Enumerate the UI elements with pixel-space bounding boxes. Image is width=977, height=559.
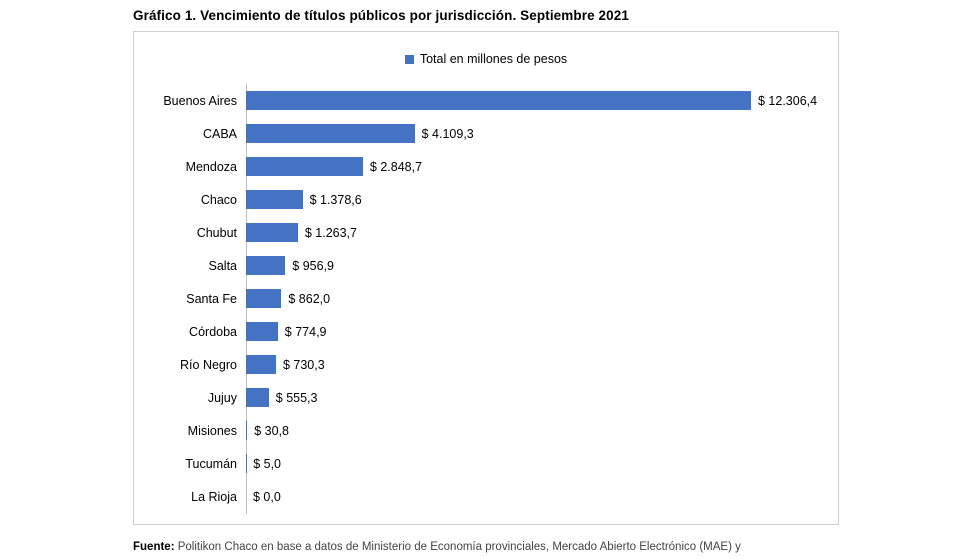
- bar-track: [246, 348, 838, 381]
- bar-value-label: $ 0,0: [253, 489, 281, 504]
- category-label: Jujuy: [207, 390, 237, 405]
- bar-track: [246, 414, 838, 447]
- chart-row: [134, 348, 838, 381]
- bar[interactable]: [246, 355, 276, 374]
- legend-swatch-icon: [405, 55, 414, 64]
- chart-row: [134, 381, 838, 414]
- bar[interactable]: [246, 190, 303, 209]
- category-label: Chaco: [200, 192, 237, 207]
- category-label: Mendoza: [185, 159, 237, 174]
- chart-row: [134, 249, 838, 282]
- bar[interactable]: [246, 322, 278, 341]
- category-label: CABA: [202, 126, 237, 141]
- category-label: Salta: [208, 258, 237, 273]
- chart-row: [134, 183, 838, 216]
- bar-value-label: $ 4.109,3: [421, 126, 474, 141]
- category-label: Chubut: [196, 225, 237, 240]
- chart-row: [134, 216, 838, 249]
- bar[interactable]: [246, 421, 247, 440]
- bar-value-label: $ 956,9: [292, 258, 334, 273]
- bar-track: [246, 249, 838, 282]
- category-label: Córdoba: [189, 324, 237, 339]
- chart-legend: [134, 52, 838, 66]
- bar[interactable]: [246, 289, 281, 308]
- source-text: Politikon Chaco en base a datos de Ministerio de Economía provinciales, Mercado Abierto Electrónico (MAE) y: [174, 541, 741, 553]
- category-label: Tucumán: [185, 456, 237, 471]
- bar-value-label: $ 1.378,6: [309, 192, 362, 207]
- bar-track: [246, 84, 838, 117]
- chart-frame: [133, 31, 839, 525]
- bar-track: [246, 150, 838, 183]
- category-label: Buenos Aires: [163, 93, 237, 108]
- bar[interactable]: [246, 388, 269, 407]
- bar-value-label: $ 730,3: [282, 357, 325, 372]
- bar-track: [246, 117, 838, 150]
- page-title: Gráfico 1. Vencimiento de títulos públicos por jurisdicción. Septiembre 2021: [133, 8, 629, 23]
- legend-label: Total en millones de pesos: [419, 52, 568, 66]
- chart-row: [134, 447, 838, 480]
- bar-value-label: $ 2.848,7: [369, 159, 423, 174]
- bar-value-label: $ 862,0: [288, 291, 331, 306]
- chart-row: [134, 117, 838, 150]
- chart-row: [134, 480, 838, 513]
- bar-track: [246, 282, 838, 315]
- bar-value-label: $ 30,8: [254, 423, 290, 438]
- bar[interactable]: [246, 157, 363, 176]
- bar-track: [246, 381, 838, 414]
- bar[interactable]: [246, 91, 751, 110]
- chart-row: [134, 315, 838, 348]
- chart-row: [134, 414, 838, 447]
- bar-value-label: $ 555,3: [275, 390, 318, 405]
- bar-track: [246, 216, 838, 249]
- chart-row: [134, 84, 838, 117]
- category-label: Santa Fe: [186, 291, 237, 306]
- bar[interactable]: [246, 223, 298, 242]
- bar-value-label: $ 774,9: [284, 324, 327, 339]
- source-prefix: Fuente:: [133, 541, 175, 553]
- bar-track: [246, 183, 838, 216]
- chart-row: [134, 282, 838, 315]
- plot-area: [134, 84, 838, 514]
- bar-value-label: $ 12.306,4: [758, 93, 818, 108]
- source-note: [133, 541, 741, 553]
- bar[interactable]: [246, 256, 285, 275]
- bar-value-label: $ 5,0: [253, 456, 282, 471]
- bar-value-label: $ 1.263,7: [304, 225, 357, 240]
- category-label: Río Negro: [180, 357, 237, 372]
- bar-track: [246, 447, 838, 480]
- chart-row: [134, 150, 838, 183]
- bar-track: [246, 480, 838, 513]
- bar[interactable]: [246, 124, 415, 143]
- bar-track: [246, 315, 838, 348]
- category-label: Misiones: [187, 423, 237, 438]
- category-label: La Rioja: [191, 489, 237, 504]
